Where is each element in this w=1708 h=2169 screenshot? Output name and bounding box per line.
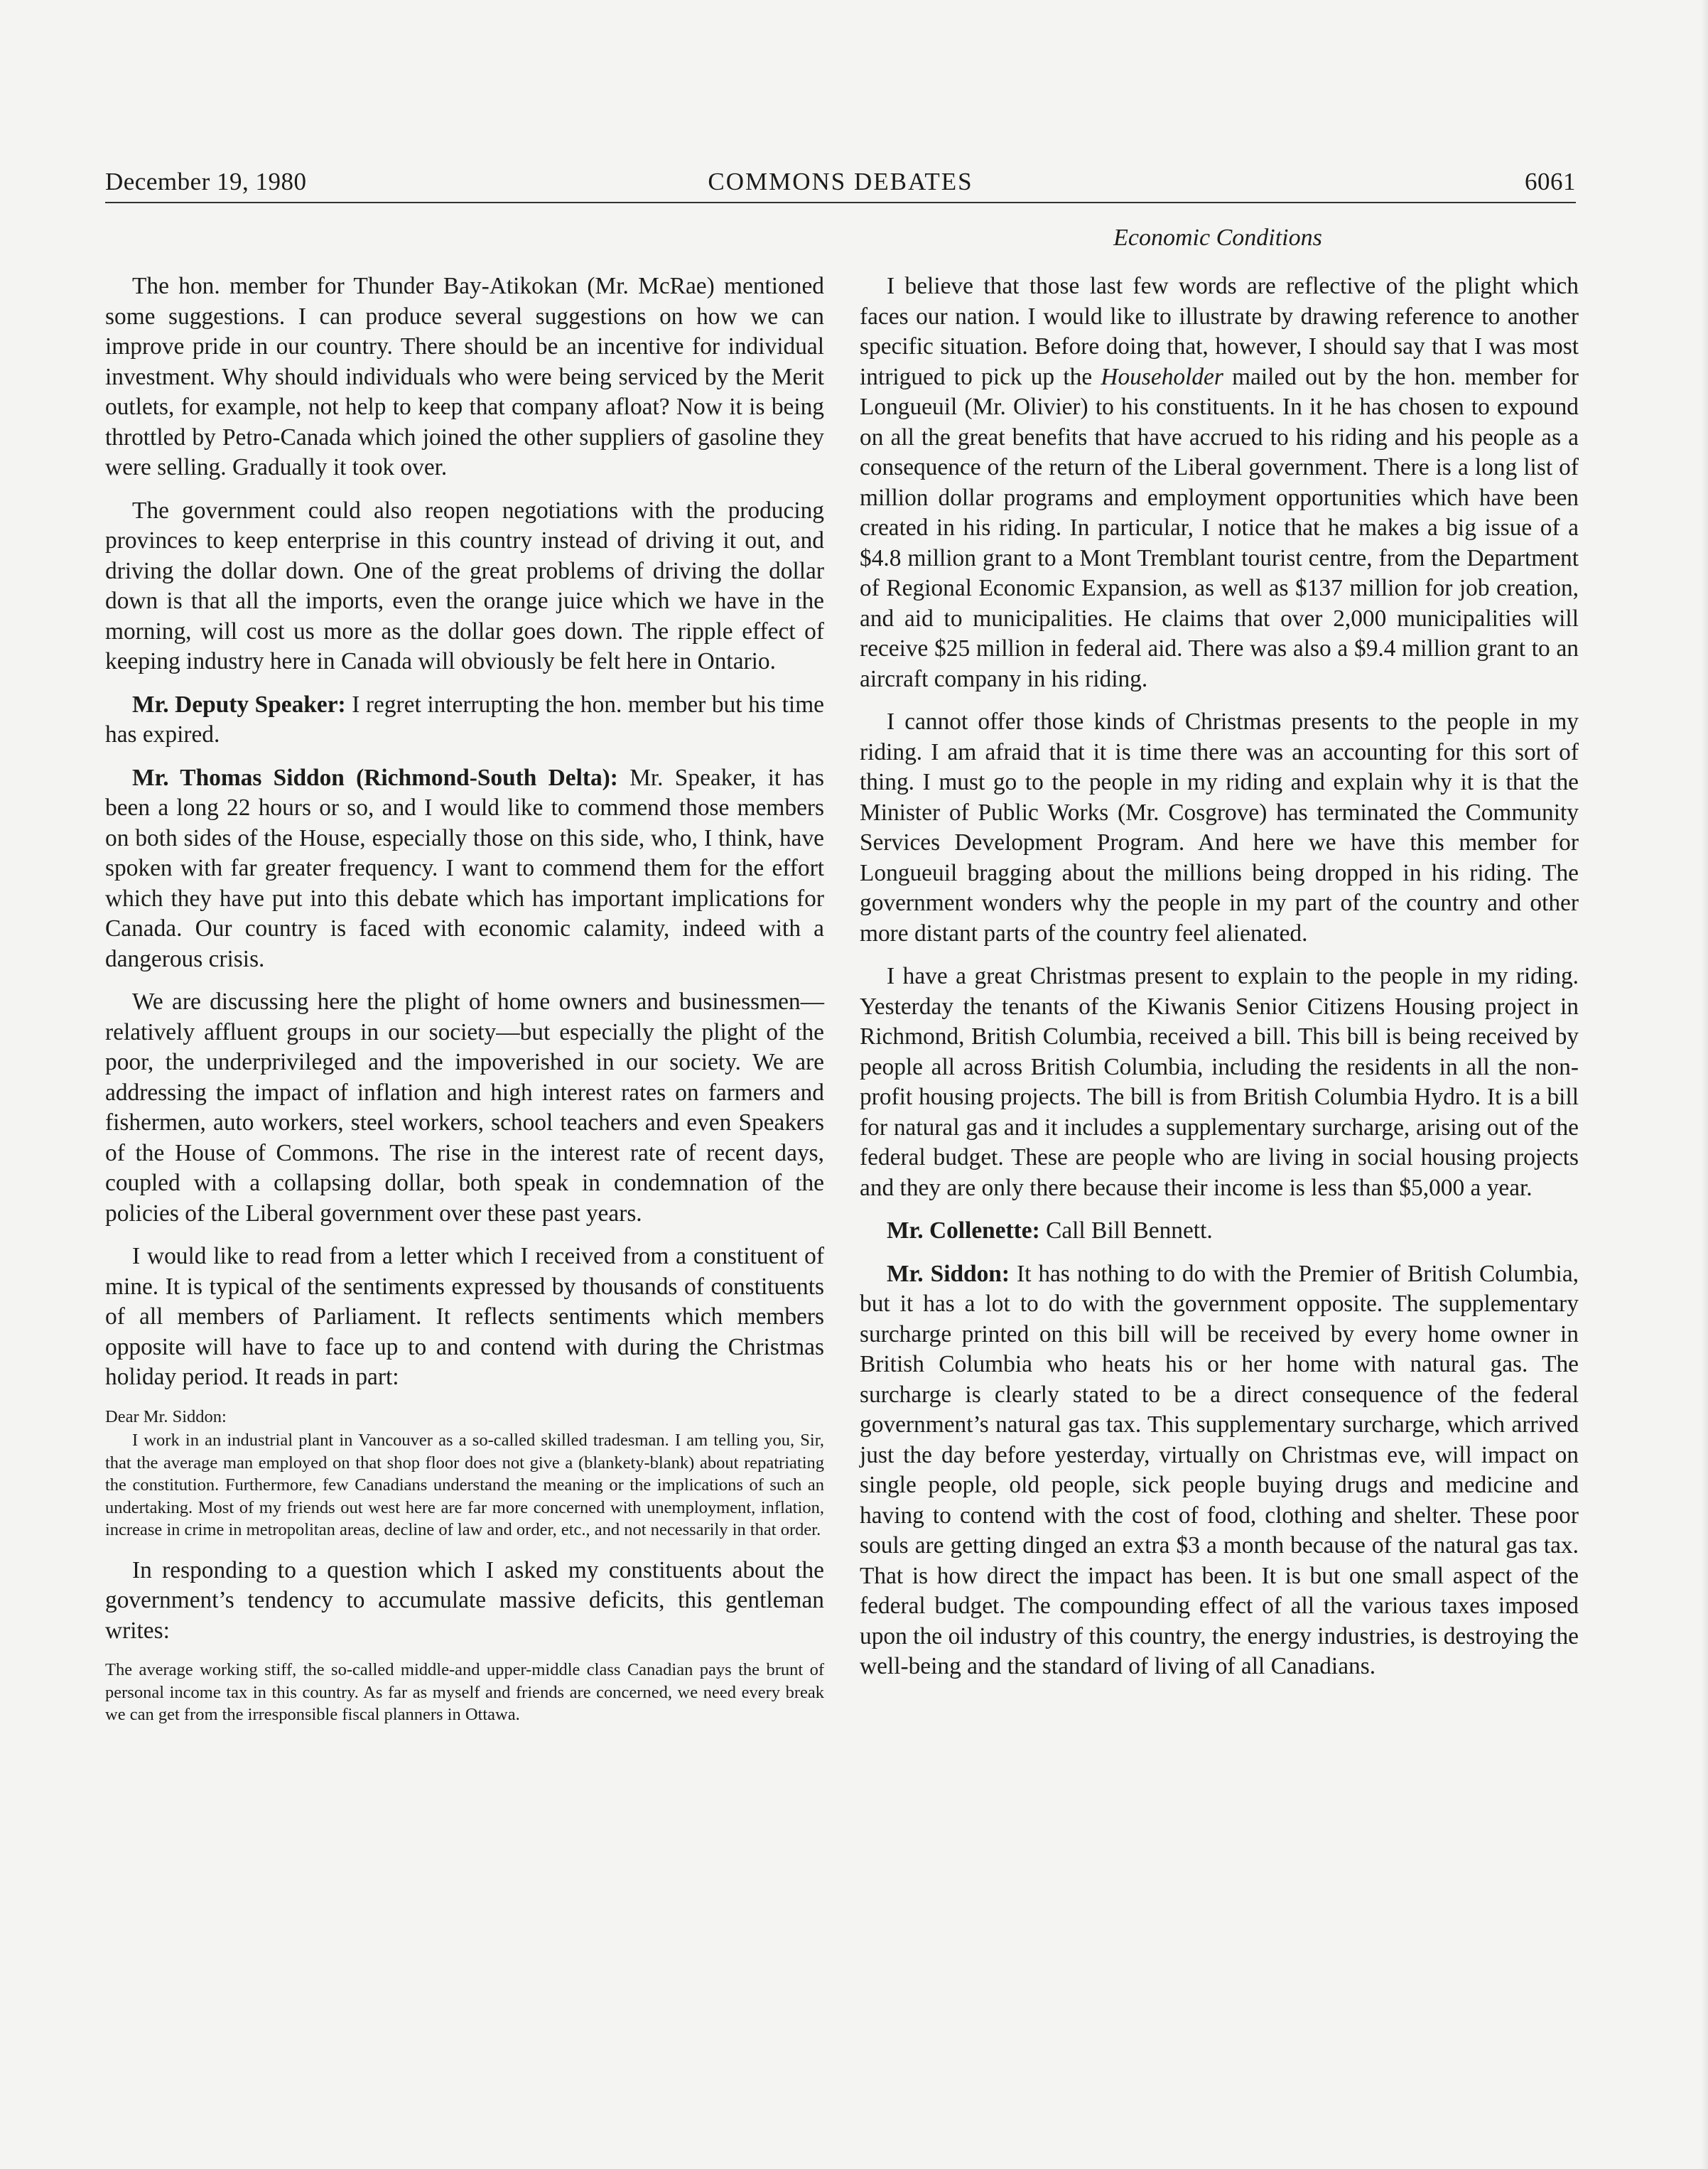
speech-text: Call Bill Bennett. [1039,1217,1213,1244]
paragraph: I have a great Christmas present to explain to the people in my riding. Yesterday the tenants of the Kiwanis Senior Citizens Housing project in Richmond, British Columbia, received a bill. This bill is being received by people all across British Columbia, including the residents in all the non-profit housing projects. The bill is from British Columbia Hydro. It is a bill for natural gas and it includes a supplementary surcharge, arising out of the federal budget. These are people who are living in social housing projects and they are only there because their income is less than $5,000 a year. [860,963,1579,1201]
paragraph-text: mailed out by the hon. member for Longueuil (Mr. Olivier) to his constituents. In it he has chosen to expound on all the great benefits that have accrued to his riding and his people as a consequence of the return of the Liberal government. There is a long list of million dollar programs and employment opportunities which have been created in his riding. In particular, I notice that he makes a big issue of a $4.8 million grant to a Mont Tremblant tourist centre, from the Department of Regional Economic Expansion, as well as $137 million for job creation, and aid to municipalities. He claims that over 2,000 municipalities will receive $25 million in federal aid. There was also a $9.4 million grant to an aircraft company in his riding. [860,363,1579,692]
paragraph: I would like to read from a letter which I received from a constituent of mine. It is typical of the sentiments expressed by thousands of constituents of all members of Parliament. It reflects sentiments which members opposite will have to face up to and contend with during the Christmas holiday period. It reads in part: [105,1243,824,1390]
paragraph: In responding to a question which I asked my constituents about the government’s tendency to accumulate massive deficits, this gentleman writes: [105,1556,824,1644]
speaker-name: Mr. Collenette: [887,1217,1040,1244]
right-column [860,271,1579,1695]
letter-body: I work in an industrial plant in Vancouver as a so-called skilled tradesman. I am telling you, Sir, that the average man employed on that shop floor does not give a (blankety-blank) about repatriating the constitution. Furthermore, few Canadians understand the meaning or the implications of such an undertaking. Most of my friends out west here are far more concerned with unemployment, inflation, increase in crime in metropolitan areas, decline of law and order, etc., and not necessarily in that order. [105,1431,824,1539]
paragraph: The government could also reopen negotiations with the producing provinces to keep enterprise in this country instead of driving it out, and driving the dollar down. One of the great problems of driving the dollar down is that all the imports, even the orange juice which we have in the morning, will cost us more as the dollar goes down. The ripple effect of keeping industry here in Canada will obviously be felt here in Ontario. [105,497,824,674]
left-column [105,271,824,1726]
page-edge-shadow [1701,0,1708,2169]
speech-text: I regret interrupting the hon. member but his time has expired. [105,691,824,748]
header-rule [105,202,1576,203]
paragraph-text: I believe that those last few words are reflective of the plight which faces our nation. I would like to illustrate by drawing reference to another specific situation. Before doing that, however, I should say that I was most intrigued to pick up the [860,273,1579,390]
page-number: 6061 [1525,168,1576,195]
speech-text: Mr. Speaker, it has been a long 22 hours or so, and I would like to commend those members on both sides of the House, especially those on this side, who, I think, have spoken with far greater frequency. I want to commend them for the effort which they have put into this debate which has important implications for Canada. Our country is faced with economic calamity, indeed with a dangerous crisis. [105,764,824,972]
publication-title: Householder [1101,363,1223,390]
paragraph [105,763,824,975]
speaker-name: Mr. Deputy Speaker: [132,691,346,718]
speaker-name: Mr. Siddon: [887,1260,1010,1287]
paragraph [105,690,824,750]
paragraph: We are discussing here the plight of home owners and businessmen—relatively affluent groups in our society—but especially the plight of the poor, the underprivileged and the impoverished in our society. We are addressing the impact of inflation and high interest rates on farmers and fishermen, auto workers, steel workers, school teachers and even Speakers of the House of Commons. The rise in the interest rate of recent days, coupled with a collapsing dollar, both speak in condemnation of the policies of the Liberal government over these past years. [105,989,824,1227]
header-title: COMMONS DEBATES [708,168,973,195]
paragraph [860,271,1579,694]
header-date: December 19, 1980 [105,168,307,195]
speaker-name: Mr. Thomas Siddon (Richmond-South Delta): [132,764,618,791]
speech-text: It has nothing to do with the Premier of British Columbia, but it has a lot to do with the government opposite. The supplementary surcharge printed on this bill will be received by every home owner in British Columbia who heats his or her home with natural gas. The surcharge is clearly stated to be a direct consequence of the federal government’s natural gas tax. This supplementary surcharge, which arrived just the day before yesterday, virtually on Christmas eve, will impact on single people, old people, sick people buying drugs and medicine and having to contend with the cost of food, clothing and shelter. These poor souls are getting dinged an extra $3 a month because of the natural gas tax. That is how direct the impact has been. It is but one small aspect of the federal budget. The compounding effect of all the various taxes imposed upon the oil industry of this country, the energy industries, is destroying the well-being and the standard of living of all Canadians. [860,1260,1579,1679]
block-quote: The average working stiff, the so-called middle-and upper-middle class Canadian pays the brunt of personal income tax in this country. As far as myself and friends are concerned, we need every break we can get from the irresponsible fiscal planners in Ottawa. [105,1660,824,1724]
letter-salutation: Dear Mr. Siddon: [105,1406,227,1426]
paragraph [860,1259,1579,1682]
paragraph: I cannot offer those kinds of Christmas presents to the people in my riding. I am afraid that it is time there was an accounting for this sort of thing. I must go to the people in my riding and explain why it is that the Minister of Public Works (Mr. Cosgrove) has terminated the Community Services Development Program. And here we have this member for Longueuil bragging about the millions being dropped in his riding. The government wonders why the people in my part of the country and other more distant parts of the country feel alienated. [860,709,1579,947]
paragraph [860,1216,1579,1247]
page-header [105,168,1576,196]
paragraph: The hon. member for Thunder Bay-Atikokan (Mr. McRae) mentioned some suggestions. I can produce several suggestions on how we can improve pride in our country. There should be an incentive for individual investment. Why should individuals who were being serviced by the Merit outlets, for example, not help to keep that company afloat? Now it is being throttled by Petro-Canada which joined the other suppliers of gasoline they were selling. Gradually it took over. [105,273,824,480]
section-heading: Economic Conditions [1113,225,1322,251]
